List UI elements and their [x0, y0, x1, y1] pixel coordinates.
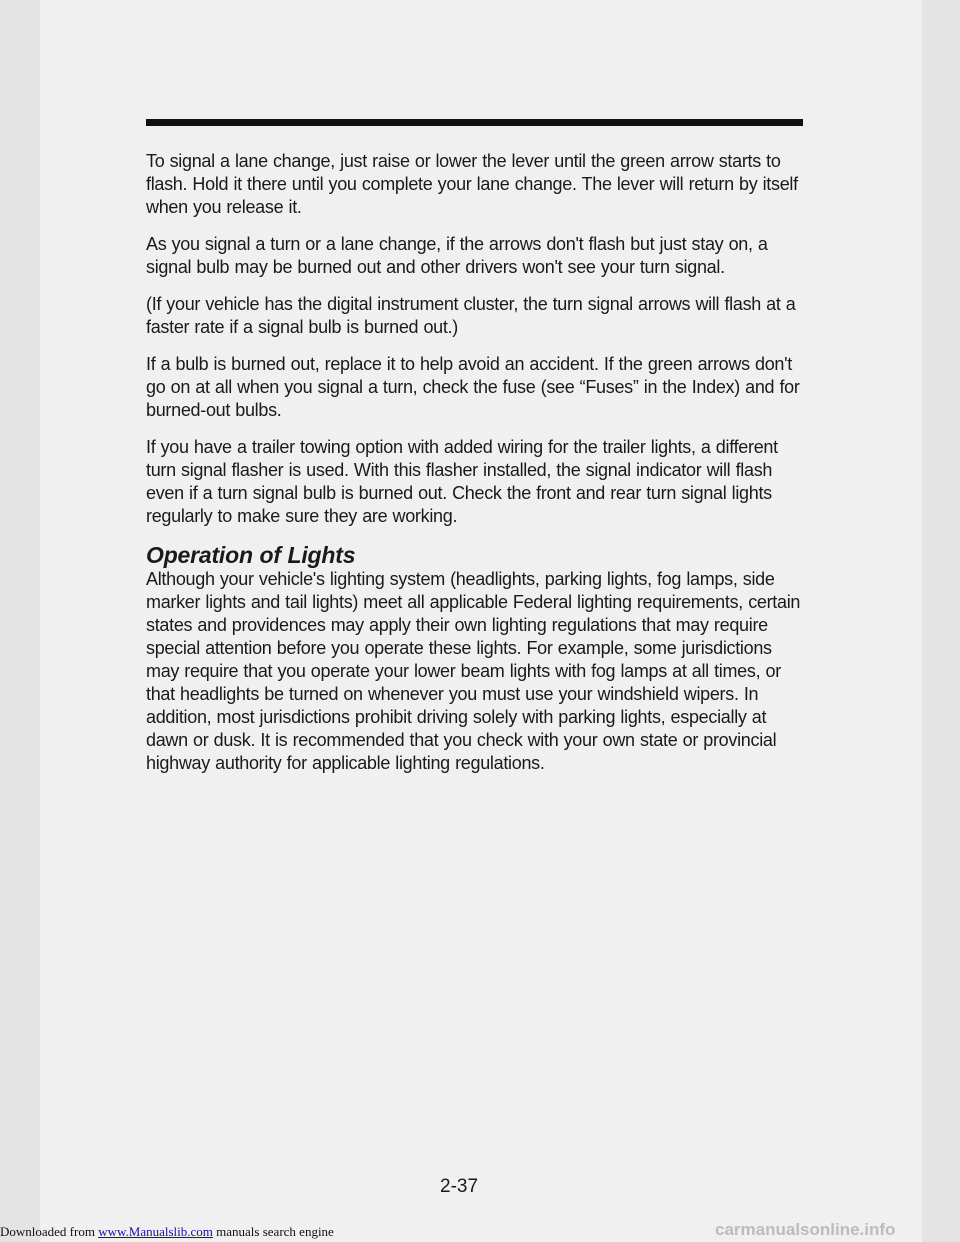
- source-line: [0, 1224, 334, 1240]
- page-content: [146, 150, 806, 789]
- watermark: carmanualsonline.info: [715, 1220, 896, 1239]
- header-rule: [146, 119, 803, 126]
- manualslib-link[interactable]: www.Manualslib.com: [98, 1224, 213, 1239]
- paragraph-trailer-towing: If you have a trailer towing option with added wiring for the trailer lights, a different turn signal flasher is used. With this flasher installed, the signal indicator will flash even if a turn signal bulb is burned out. Check the front and rear turn signal lights regularly to make sure they are working.: [146, 437, 778, 526]
- source-prefix: Downloaded from: [0, 1224, 99, 1239]
- paragraph-bulb-burned-out: If a bulb is burned out, replace it to help avoid an accident. If the green arrows don't go on at all when you signal a turn, check the fuse (see “Fuses” in the Index) and for burned-out bulbs.: [146, 354, 800, 420]
- paragraph-digital-cluster: (If your vehicle has the digital instrument cluster, the turn signal arrows will flash at a faster rate if a signal bulb is burned out.): [146, 294, 796, 337]
- paragraph-arrows-stay-on: As you signal a turn or a lane change, if the arrows don't flash but just stay on, a signal bulb may be burned out and other drivers won't see your turn signal.: [146, 234, 768, 277]
- page-number: 2-37: [440, 1176, 479, 1197]
- source-suffix: manuals search engine: [212, 1224, 334, 1239]
- paragraph-lane-change: To signal a lane change, just raise or lower the lever until the green arrow starts to flash. Hold it there until you complete your lane change. The lever will return by itself when you release it.: [146, 151, 798, 217]
- paragraph-operation-of-lights: Although your vehicle's lighting system (headlights, parking lights, fog lamps, side marker lights and tail lights) meet all applicable Federal lighting requirements, certain states and providences may apply their own lighting regulations that may require special attention before you operate these lights. For example, some jurisdictions may require that you operate your lower beam lights with fog lamps at all times, or that headlights be turned on whenever you must use your windshield wipers. In addition, most jurisdictions prohibit driving solely with parking lights, especially at dawn or dusk. It is recommended that you check with your own state or provincial highway authority for applicable lighting regulations.: [146, 569, 801, 773]
- section-heading: Operation of Lights: [146, 542, 356, 568]
